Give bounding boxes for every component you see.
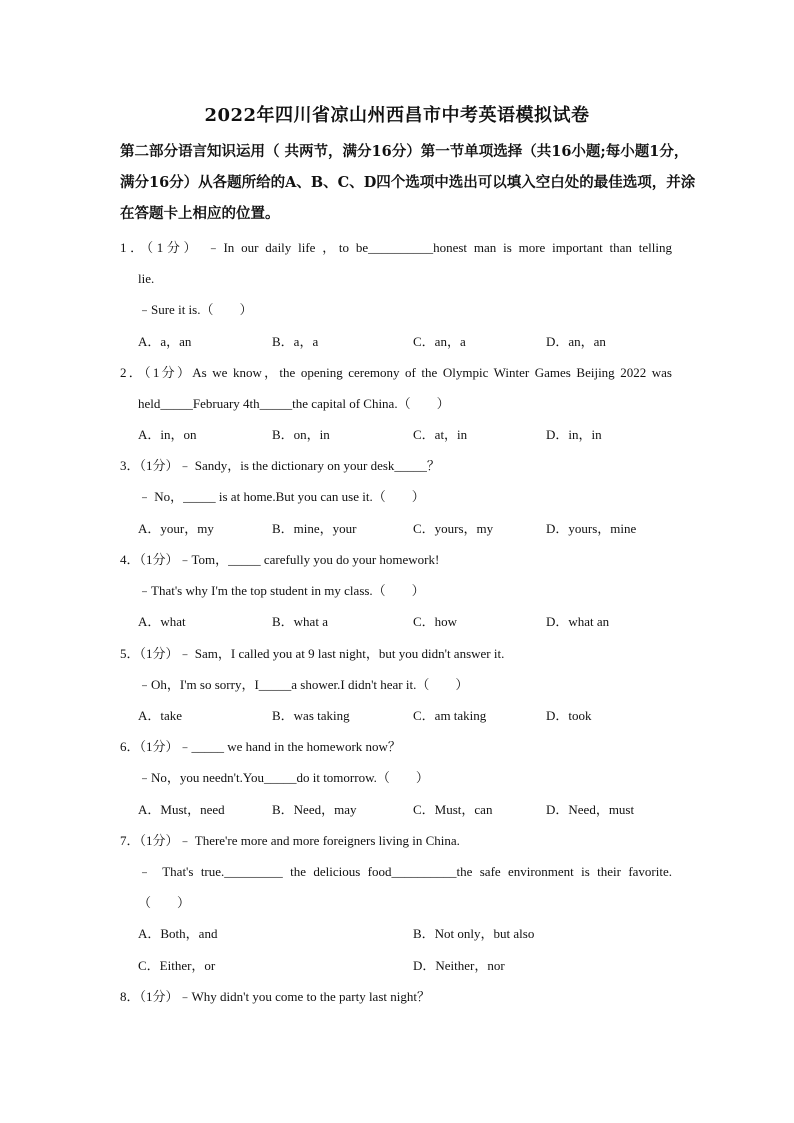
question-text: （ ）: [138, 895, 191, 910]
question-text: 5．（1分）﹣ Sam，I called you at 9 last night，but you didn't answer it.: [120, 646, 505, 661]
option-c[interactable]: C．an，a: [413, 334, 466, 349]
question-text: ﹣No，you needn't.You_____do it tomorrow.（ ）: [138, 770, 429, 785]
option-a[interactable]: A．what: [138, 614, 186, 629]
question-text: held_____February 4th_____the capital of China.（ ）: [138, 396, 450, 411]
option-d[interactable]: D．an，an: [546, 334, 606, 349]
option-c[interactable]: C．at，in: [413, 427, 468, 442]
section-intro-line: 在答题卡上相应的位置。: [120, 205, 280, 222]
option-b[interactable]: B．on，in: [272, 427, 330, 442]
question-text: 3．（1分）﹣ Sandy，is the dictionary on your desk_____？: [120, 458, 440, 473]
option-c[interactable]: C．yours，my: [413, 521, 494, 536]
question-text: ﹣That's why I'm the top student in my class.（ ）: [138, 583, 425, 598]
option-a[interactable]: A．your，my: [138, 521, 214, 536]
question-text: 4．（1分）﹣Tom，_____ carefully you do your homework!: [120, 552, 440, 567]
section-intro-line: 第二部分语言知识运用（ 共两节，满分16分）第一节单项选择（共16小题;每小题1分，: [120, 143, 689, 160]
option-d[interactable]: D．Need，must: [546, 802, 635, 817]
option-a[interactable]: A．Both，and: [138, 926, 218, 941]
question-text: ﹣Sure it is.（ ）: [138, 302, 253, 317]
option-b[interactable]: B．was taking: [272, 708, 350, 723]
question-text: 1．（1分） ﹣In our daily life ，to be__________honest man is more important than telling: [120, 240, 672, 255]
option-d[interactable]: D．in，in: [546, 427, 602, 442]
question-text: ﹣Oh，I'm so sorry，I_____a shower.I didn't hear it.（ ）: [138, 677, 469, 692]
option-c[interactable]: C．how: [413, 614, 458, 629]
option-a[interactable]: A．in，on: [138, 427, 197, 442]
option-a[interactable]: A．Must，need: [138, 802, 225, 817]
option-b[interactable]: B．what a: [272, 614, 328, 629]
page-title: 2022年四川省凉山州西昌市中考英语模拟试卷: [204, 105, 590, 126]
question-text: 6．（1分）﹣_____ we hand in the homework now？: [120, 739, 401, 754]
option-b[interactable]: B．Need，may: [272, 802, 357, 817]
option-d[interactable]: D．Neither，nor: [413, 958, 505, 973]
option-c[interactable]: C．Must，can: [413, 802, 493, 817]
option-b[interactable]: B．a，a: [272, 334, 319, 349]
option-a[interactable]: A．a，an: [138, 334, 192, 349]
option-a[interactable]: A．take: [138, 708, 183, 723]
option-b[interactable]: B．Not only，but also: [413, 926, 535, 941]
question-text: 8．（1分）﹣Why didn't you come to the party last night？: [120, 989, 430, 1004]
option-c[interactable]: C．am taking: [413, 708, 487, 723]
section-intro-line: 满分16分）从各题所给的A、B、C、D四个选项中选出可以填入空白处的最佳选项，并涂: [120, 174, 696, 191]
option-d[interactable]: D．took: [546, 708, 592, 723]
question-text: ﹣ No，_____ is at home.But you can use it.（ ）: [138, 489, 425, 504]
option-d[interactable]: D．what an: [546, 614, 610, 629]
option-d[interactable]: D．yours，mine: [546, 521, 637, 536]
question-text: 2．（1分）As we know，the opening ceremony of the Olympic Winter Games Beijing 2022 was: [120, 365, 672, 380]
question-text: 7．（1分）﹣ There're more and more foreigners living in China.: [120, 833, 460, 848]
option-b[interactable]: B．mine，your: [272, 521, 357, 536]
option-c[interactable]: C．Either，or: [138, 958, 216, 973]
question-text: lie.: [138, 271, 155, 286]
question-text: ﹣ That's true._________ the delicious food__________the safe environment is their favorite.: [138, 864, 672, 879]
